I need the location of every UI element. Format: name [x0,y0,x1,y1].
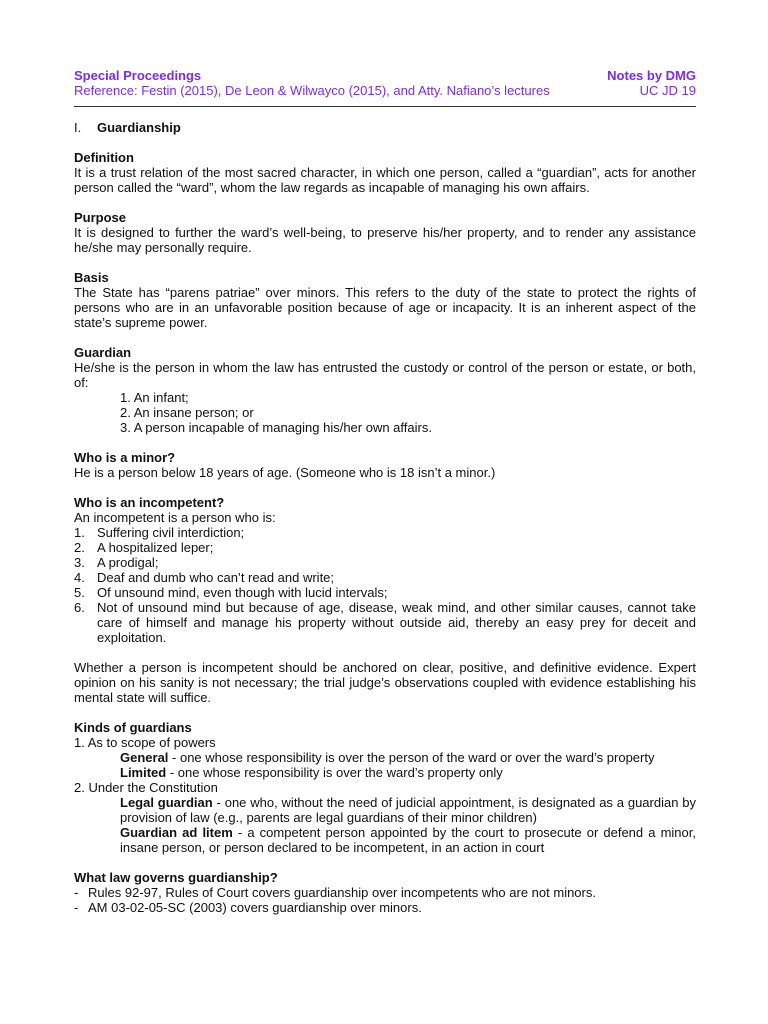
law-block [74,870,696,915]
list-item [74,570,696,585]
list-item [74,600,696,645]
list-text: Rules 92-97, Rules of Court covers guardianship over incompetents who are not minors. [88,885,596,900]
list-item [74,885,696,900]
document-page [74,68,696,915]
kinds-block [74,720,696,855]
purpose-heading: Purpose [74,210,127,225]
section-number: I. [74,120,82,135]
kind-legal [74,795,696,825]
list-number: 4. [74,570,85,585]
incompetent-list [74,525,696,645]
definition-heading: Definition [74,150,134,165]
guardian-block [74,345,696,435]
definition-block [74,150,696,195]
kind-limited [74,765,696,780]
list-text: Not of unsound mind but because of age, disease, weak mind, and other similar causes, cannot take care of himself and manage his property without outside aid, thereby an easy prey for deceit and exploitation. [97,600,696,645]
purpose-text: It is designed to further the ward’s well-being, to preserve his/her property, and to render any assistance he/she may personally require. [74,225,696,255]
kind-description: - one who, without the need of judicial appointment, is designated as a guardian by provision of law (e.g., parents are legal guardians of their minor children) [120,795,697,825]
guardian-heading: Guardian [74,345,132,360]
author-note: Notes by DMG [607,68,696,83]
class-code: UC JD 19 [639,83,696,98]
guardian-list-item: 1. An infant; [120,390,189,405]
kind-description: - a competent person appointed by the court to prosecute or defend a minor, insane person, or person declared to be incompetent, in an action in court [120,825,696,855]
incompetent-heading: Who is an incompetent? [74,495,225,510]
list-text: Of unsound mind, even though with lucid intervals; [97,585,388,600]
list-number: 1. [74,525,85,540]
kind-term: Legal guardian [120,795,213,810]
kinds-heading: Kinds of guardians [74,720,192,735]
minor-block [74,450,696,480]
incompetent-note: Whether a person is incompetent should be anchored on clear, positive, and definitive evidence. Expert opinion on his sanity is not necessary; the trial judge’s observations coupled with evidence establishing his mental state will suffice. [74,660,696,705]
list-item [74,585,696,600]
kind-general [74,750,696,765]
list-number: 2. [74,540,85,555]
kind-description: - one whose responsibility is over the ward’s property only [166,765,503,780]
list-number: 3. [74,555,85,570]
list-item [74,525,696,540]
kind-description: - one whose responsibility is over the person of the ward or over the ward’s property [168,750,655,765]
kind-term: Guardian ad litem [120,825,233,840]
section-heading [74,120,696,135]
definition-text: It is a trust relation of the most sacred character, in which one person, called a “guardian”, acts for another person called the “ward”, whom the law regards as incapable of managing his own affairs. [74,165,696,195]
list-item [74,555,696,570]
reference-line: Reference: Festin (2015), De Leon & Wilwayco (2015), and Atty. Nafiano’s lectures [74,83,550,98]
minor-heading: Who is a minor? [74,450,176,465]
guardian-text: He/she is the person in whom the law has entrusted the custody or control of the person or estate, or both, of: [74,360,696,390]
list-text: AM 03-02-05-SC (2003) covers guardianship over minors. [88,900,422,915]
section-title: Guardianship [97,120,181,135]
list-number: 5. [74,585,85,600]
guardian-list-item: 2. An insane person; or [120,405,254,420]
dash-bullet: - [74,885,79,900]
basis-block [74,270,696,330]
list-text: Deaf and dumb who can’t read and write; [97,570,335,585]
list-text: A hospitalized leper; [97,540,214,555]
header-divider [74,106,696,107]
kinds-group-constitution: 2. Under the Constitution [74,780,218,795]
list-item [74,900,696,915]
kind-term: Limited [120,765,167,780]
list-number: 6. [74,600,85,615]
law-heading: What law governs guardianship? [74,870,278,885]
guardian-list-item: 3. A person incapable of managing his/her own affairs. [120,420,432,435]
course-title: Special Proceedings [74,68,202,83]
dash-bullet: - [74,900,79,915]
law-list [74,885,696,915]
basis-heading: Basis [74,270,109,285]
list-text: Suffering civil interdiction; [97,525,245,540]
basis-text: The State has “parens patriae” over minors. This refers to the duty of the state to protect the rights of persons who are in an unfavorable position because of age or incapacity. It is an inherent aspect of the state’s supreme power. [74,285,696,330]
minor-text: He is a person below 18 years of age. (Someone who is 18 isn’t a minor.) [74,465,496,480]
kinds-group-scope: 1. As to scope of powers [74,735,216,750]
kind-ad-litem [74,825,696,855]
list-text: A prodigal; [97,555,159,570]
incompetent-block [74,495,696,705]
incompetent-intro: An incompetent is a person who is: [74,510,276,525]
purpose-block [74,210,696,255]
kind-term: General [120,750,169,765]
page-header [74,68,696,98]
list-item [74,540,696,555]
